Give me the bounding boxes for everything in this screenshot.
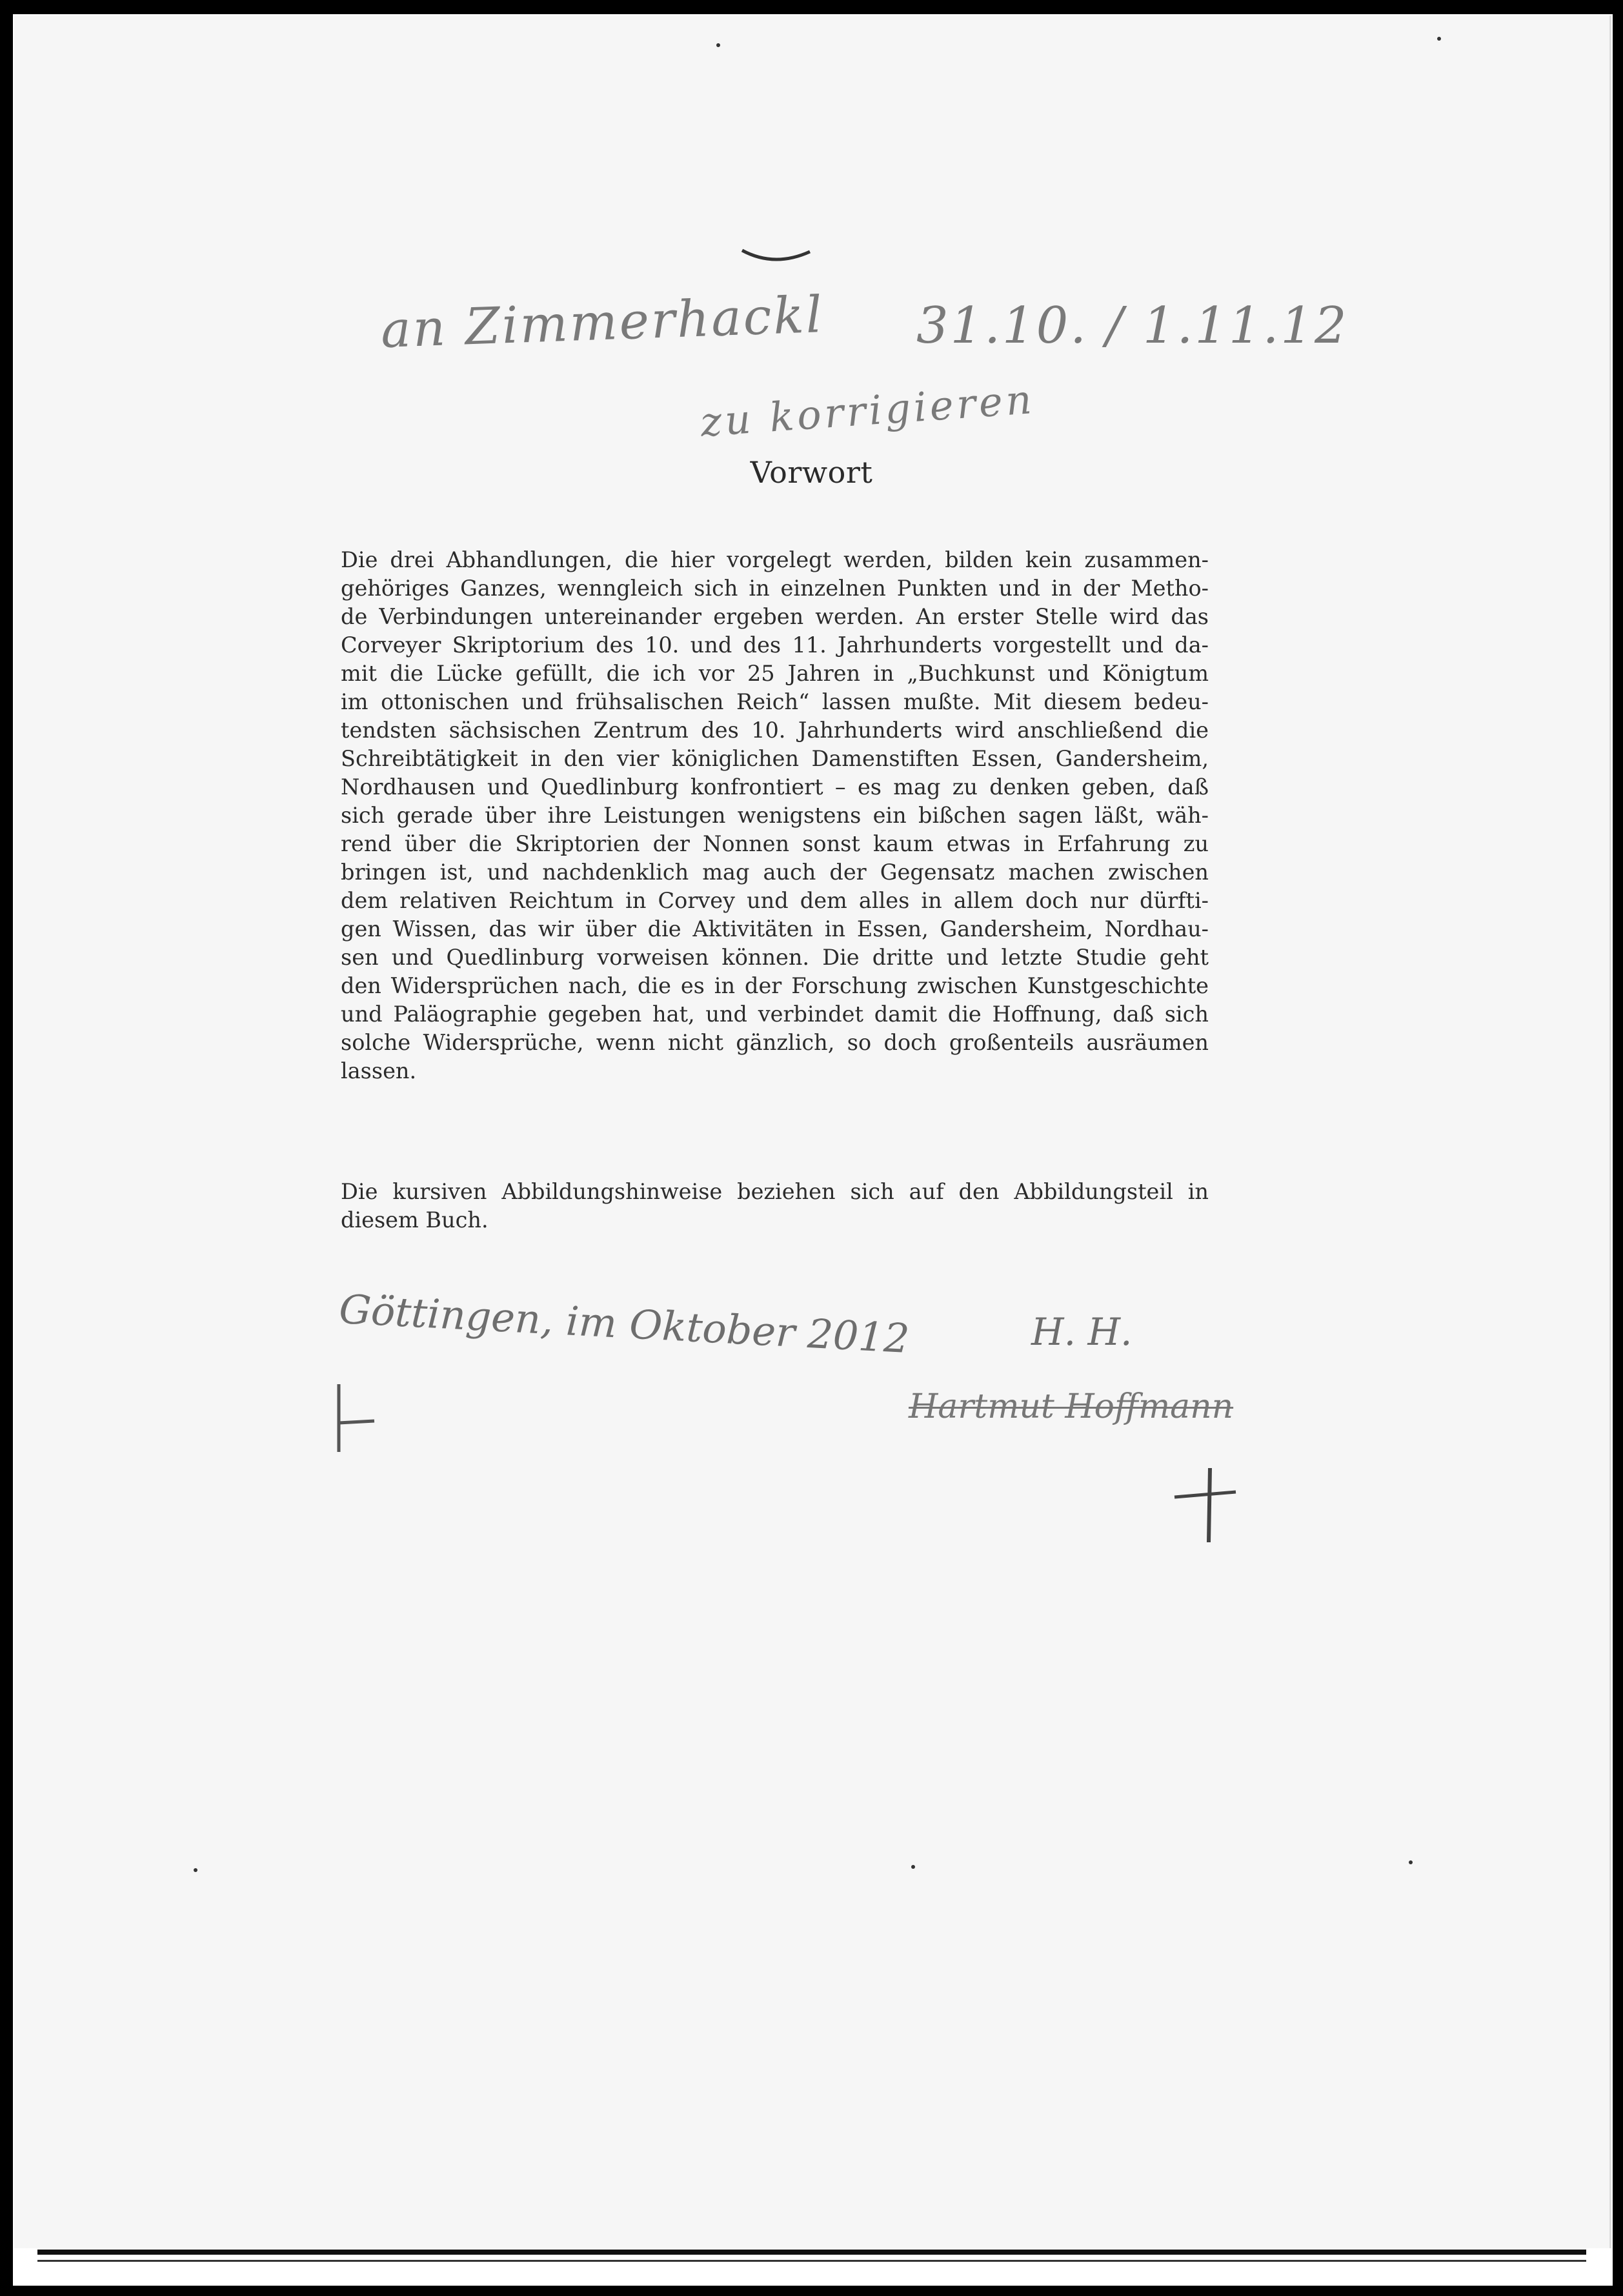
preface-paragraph-1 [341,546,1209,1085]
struck-signature: Hartmut Hoffmann [909,1387,1234,1426]
text-line: sen und Quedlinburg vorweisen können. Die dritte und letzte Studie geht [341,945,1209,970]
handwritten-note-recipient: an Zimmerhackl [379,286,825,359]
text-line: Die drei Abhandlungen, die hier vorgelegt werden, bilden kein zusammen- [341,547,1209,572]
text-line: den Widersprüchen nach, die es in der Forschung zwischen Kunstgeschichte [341,973,1209,998]
text-line: gehöriges Ganzes, wenngleich sich in einzelnen Punkten und in der Metho- [341,576,1209,601]
handwritten-note-correct: zu korrigieren [699,375,1036,447]
text-line: sich gerade über ihre Leistungen wenigstens ein bißchen sagen läßt, wäh- [341,803,1209,828]
text-line: Schreibtätigkeit in den vier königlichen Damenstiften Essen, Gandersheim, [341,746,1209,771]
text-line: mit die Lücke gefüllt, die ich vor 25 Jahren in „Buchkunst und Königtum [341,661,1209,686]
text-line: Corveyer Skriptorium des 10. und des 11. Jahrhunderts vorgestellt und da- [341,632,1209,658]
pencil-insert-mark-right [1171,1465,1249,1549]
text-line: und Paläographie gegeben hat, und verbindet damit die Hoffnung, daß sich [341,1002,1209,1027]
text-line: Nordhausen und Quedlinburg konfrontiert – es mag zu denken geben, daß [341,774,1209,800]
text-line: diesem Buch. [341,1207,489,1233]
text-line: bringen ist, und nachdenklich mag auch der Gegensatz machen zwischen [341,860,1209,885]
text-line: Die kursiven Abbildungshinweise beziehen sich auf den Abbildungsteil in [341,1179,1209,1204]
text-line: gen Wissen, das wir über die Aktivitäten in Essen, Gandersheim, Nordhau- [341,916,1209,942]
handwritten-note-dates: 31.10. / 1.11.12 [916,297,1349,355]
pencil-insert-mark-left [329,1381,381,1458]
handwritten-place-date: Göttingen, im Oktober 2012 [338,1285,911,1363]
handwritten-initials: H. H. [1031,1310,1133,1354]
pencil-breve-mark [739,245,816,271]
text-line: de Verbindungen untereinander ergeben werden. An erster Stelle wird das [341,604,1209,629]
text-line: rend über die Skriptorien der Nonnen sonst kaum etwas in Erfahrung zu [341,831,1209,856]
preface-paragraph-2 [341,1178,1209,1234]
text-line: tendsten sächsischen Zentrum des 10. Jahrhunderts wird anschließend die [341,718,1209,743]
page-title: Vorwort [750,455,873,490]
text-line: dem relativen Reichtum in Corvey und dem alles in allem doch nur dürfti- [341,888,1209,913]
text-line: solche Widersprüche, wenn nicht gänzlich, so doch großenteils ausräumen [341,1030,1209,1055]
text-line: lassen. [341,1058,417,1083]
text-line: im ottonischen und frühsalischen Reich“ lassen mußte. Mit diesem bedeu- [341,689,1209,714]
